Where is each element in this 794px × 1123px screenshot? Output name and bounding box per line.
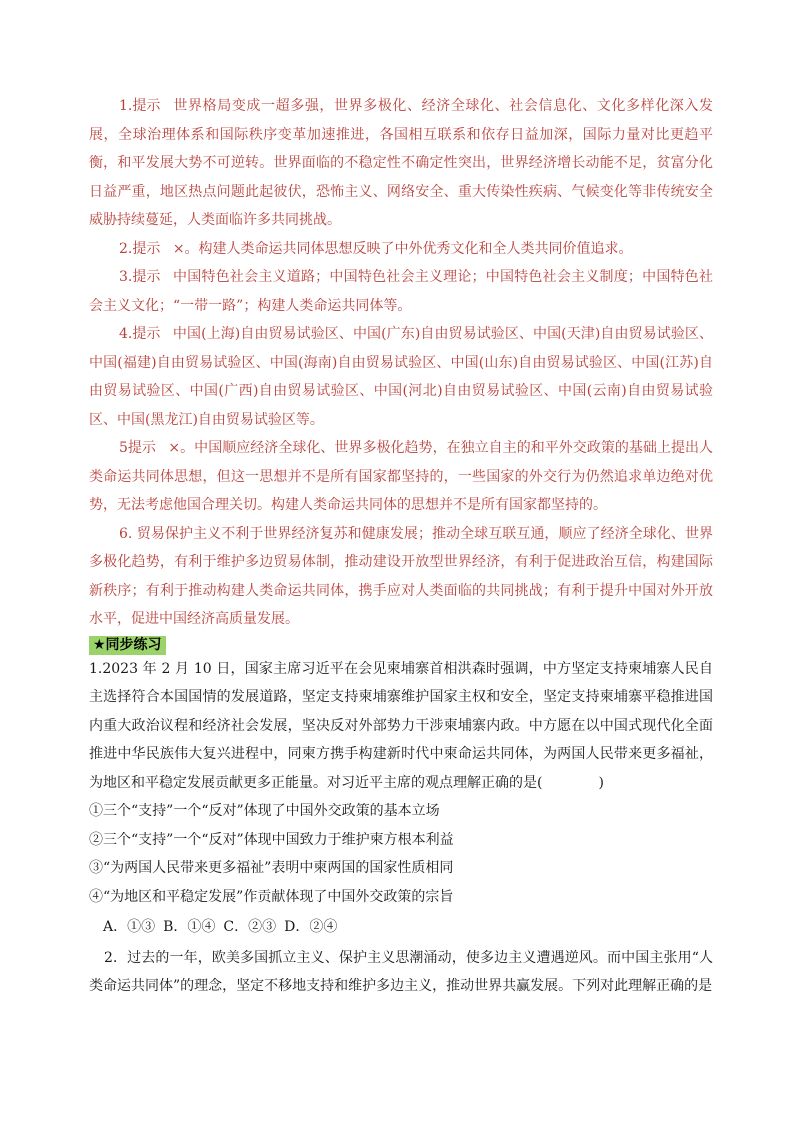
answer-label: 4.提示 — [119, 326, 161, 342]
answer-5 — [89, 434, 713, 520]
option-3: ③“为两国人民带来更多福祉”表明中柬两国的国家性质相同 — [89, 860, 454, 876]
choice-row — [89, 913, 713, 942]
option-1: ①三个“支持”一个“反对”体现了中国外交政策的基本立场 — [89, 803, 440, 819]
answer-text: ×。中国顺应经济全球化、世界多极化趋势，在独立自主的和平外交政策的基础上提出人类命运共同体思想，但这一思想并不是所有国家都坚持的，一些国家的外交行为仍然追求单边绝对优势，无法考虑他国合理关切。构建人类命运共同体的思想并不是所有国家都坚持的。 — [89, 440, 714, 513]
option-2: ②三个“支持”一个“反对”体现中国致力于维护柬方根本利益 — [89, 831, 454, 848]
answer-label: 1.提示 — [119, 98, 161, 114]
choice-a: A．①③ — [103, 919, 156, 935]
question-2-stem: 2．过去的一年，欧美多国抓立主义、保护主义思潮涌动，使多边主义遭遇逆风。而中国主张用“人类命运共同体”的理念，坚定不移地支持和维护多边主义，推动世界共赢发展。下列对此理解正确的是 — [89, 949, 713, 994]
answer-label: 2.提示 — [119, 240, 161, 257]
answer-1 — [89, 92, 713, 235]
answer-text: 贸易保护主义不利于世界经济复苏和健康发展；推动全球互联互通，顺应了经济全球化、世界多极化趋势，有利于维护多边贸易体制，推动建设开放型世界经济，有利于促进政治互信，构建国际新秩序；有利于推动构建人类命运共同体，携手应对人类面临的共同挑战；有利于提升中国对外开放水平，促进中国经济高质量发展。 — [89, 525, 714, 627]
answer-label: 6. — [119, 525, 133, 542]
section-title: ★同步练习 — [89, 636, 166, 655]
answer-3 — [89, 263, 713, 320]
answer-label: 3.提示 — [119, 269, 161, 285]
question-1-stem — [89, 655, 713, 798]
choice-b: B．①④ — [163, 919, 216, 935]
answer-2 — [89, 235, 713, 264]
answer-4 — [89, 320, 713, 434]
answer-text: 中国(上海)自由贸易试验区、中国(广东)自由贸易试验区、中国(天津)自由贸易试验区、中国(福建)自由贸易试验区、中国(海南)自由贸易试验区、中国(山东)自由贸易试验区、中国(江苏)自由贸易试验区、中国(广西)自由贸易试验区、中国(河北)自由贸易试验区、中国(云南)自由贸易试验区、中国(黑龙江)自由贸易试验区等。 — [89, 326, 714, 428]
answer-text: 世界格局变成一超多强，世界多极化、经济全球化、社会信息化、文化多样化深入发展，全球治理体系和国际秩序变革加速推进，各国相互联系和依存日益加深，国际力量对比更趋平衡，和平发展大势不可逆转。世界面临的不稳定性不确定性突出，世界经济增长动能不足，贫富分化日益严重，地区热点问题此起彼伏，恐怖主义、网络安全、重大传染性疾病、气候变化等非传统安全威胁持续蔓延，人类面临许多共同挑战。 — [89, 98, 714, 228]
choice-d: D．②④ — [284, 919, 338, 935]
answer-label: 5提示 — [119, 440, 156, 456]
question-stem-end: ) — [598, 774, 604, 791]
answer-text: 中国特色社会主义道路；中国特色社会主义理论；中国特色社会主义制度；中国特色社会主义文化；“一带一路”；构建人类命运共同体等。 — [89, 269, 714, 314]
option-4: ④“为地区和平稳定发展”作贡献体现了中国外交政策的宗旨 — [89, 888, 454, 905]
answer-6 — [89, 520, 713, 634]
answer-text: ×。构建人类命运共同体思想反映了中外优秀文化和全人类共同价值追求。 — [172, 240, 633, 257]
choice-c: C．②③ — [223, 919, 277, 935]
document-content — [89, 92, 713, 1001]
question-stem-text: 1.2023 年 2 月 10 日，国家主席习近平在会见柬埔寨首相洪森时强调，中方坚定支持柬埔寨人民自主选择符合本国国情的发展道路，坚定支持柬埔寨维护国家主权和安全，坚定支持柬埔寨平稳推进国内重大政治议程和经济社会发展，坚决反对外部势力干涉柬埔寨内政。中方愿在以中国式现代化全面推进中华民族伟大复兴进程中，同柬方携手构建新时代中柬命运共同体，为两国人民带来更多福祉，为地区和平稳定发展贡献更多正能量。对习近平主席的观点理解正确的是( — [89, 660, 713, 791]
